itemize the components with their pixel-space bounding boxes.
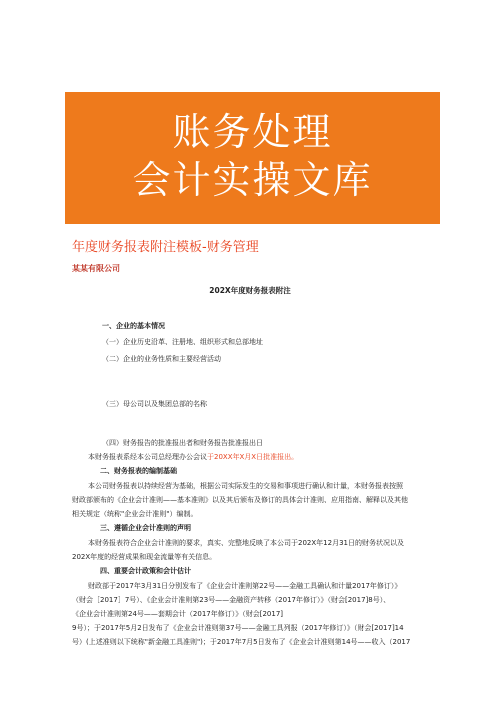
section-1-item-2: （二）企业的业务性质和主要经营活动 — [102, 355, 221, 363]
approval-statement — [88, 452, 298, 462]
section-4-paragraph-line-1: 财政部于2017年3月31日分别发布了《企业会计准则第22号——金融工具确认和计量2017年修订）》 — [88, 582, 402, 590]
banner-title-line1: 账务处理 — [172, 110, 333, 154]
document-title: 年度财务报表附注模板-财务管理 — [72, 240, 259, 255]
section-4-paragraph-line-3: 《企业会计准则第24号——套期会计（2017年修订）》（财会[2017] — [72, 610, 283, 618]
section-4-heading: 四、重要会计政策和会计估计 — [100, 567, 191, 575]
approval-prefix: 本财务报表系经本公司总经理办公会议 — [88, 453, 207, 461]
section-4-paragraph-line-5: 号）(上述准则以下统称"新金融工具准则")；于2017年7月5日发布了《企业会计准则第14号——收入（2017 — [72, 638, 411, 646]
section-2-paragraph-line-1: 本公司财务报表以持续经营为基础，根据公司实际发生的交易和事项进行确认和计量，本财务报表按照 — [88, 482, 403, 490]
section-3-paragraph-line-2: 202X年度的经营成果和现金流量等有关信息。 — [72, 553, 217, 561]
section-3-paragraph-line-1: 本财务报表符合企业会计准则的要求，真实、完整地反映了本公司于202X年12月31日的财务状况以及 — [88, 539, 404, 547]
section-1-item-3: （三）母公司以及集团总部的名称 — [102, 400, 207, 408]
banner-title-line2: 会计实操文库 — [132, 158, 373, 202]
section-4-paragraph-line-2: （财会［2017］7号）、《企业会计准则第23号——金融资产转移（2017年修订）》（财会[2017]8号）、 — [72, 596, 391, 604]
report-title: 202X年度财务报表附注 — [209, 286, 291, 295]
section-2-paragraph-line-2: 财政部颁布的《企业会计准则——基本准则》以及其后颁布及修订的具体会计准则、应用指南、解释以及其他 — [72, 496, 408, 504]
section-3-heading: 三、遵循企业会计准则的声明 — [100, 524, 191, 532]
section-2-paragraph-line-3: 相关规定（统称"企业会计准则"）编制。 — [72, 510, 198, 518]
section-4-paragraph-line-4: 9号）；于2017年5月2日发布了《企业会计准则第37号——金融工具列报（2017年修订）》（财会[2017]14 — [72, 624, 404, 632]
section-2-heading: 二、财务报表的编制基础 — [100, 467, 177, 475]
section-1-item-1: （一）企业历史沿革、注册地、组织形式和总部地址 — [102, 338, 263, 346]
title-banner — [65, 92, 440, 224]
section-1-item-4: （四）财务报告的批准报出者和财务报告批准报出日 — [102, 439, 263, 447]
section-1-heading: 一、企业的基本情况 — [102, 322, 165, 330]
company-name: 某某有限公司 — [72, 264, 120, 273]
approval-highlight: 于20XX年X月X日批准报出。 — [207, 453, 299, 461]
